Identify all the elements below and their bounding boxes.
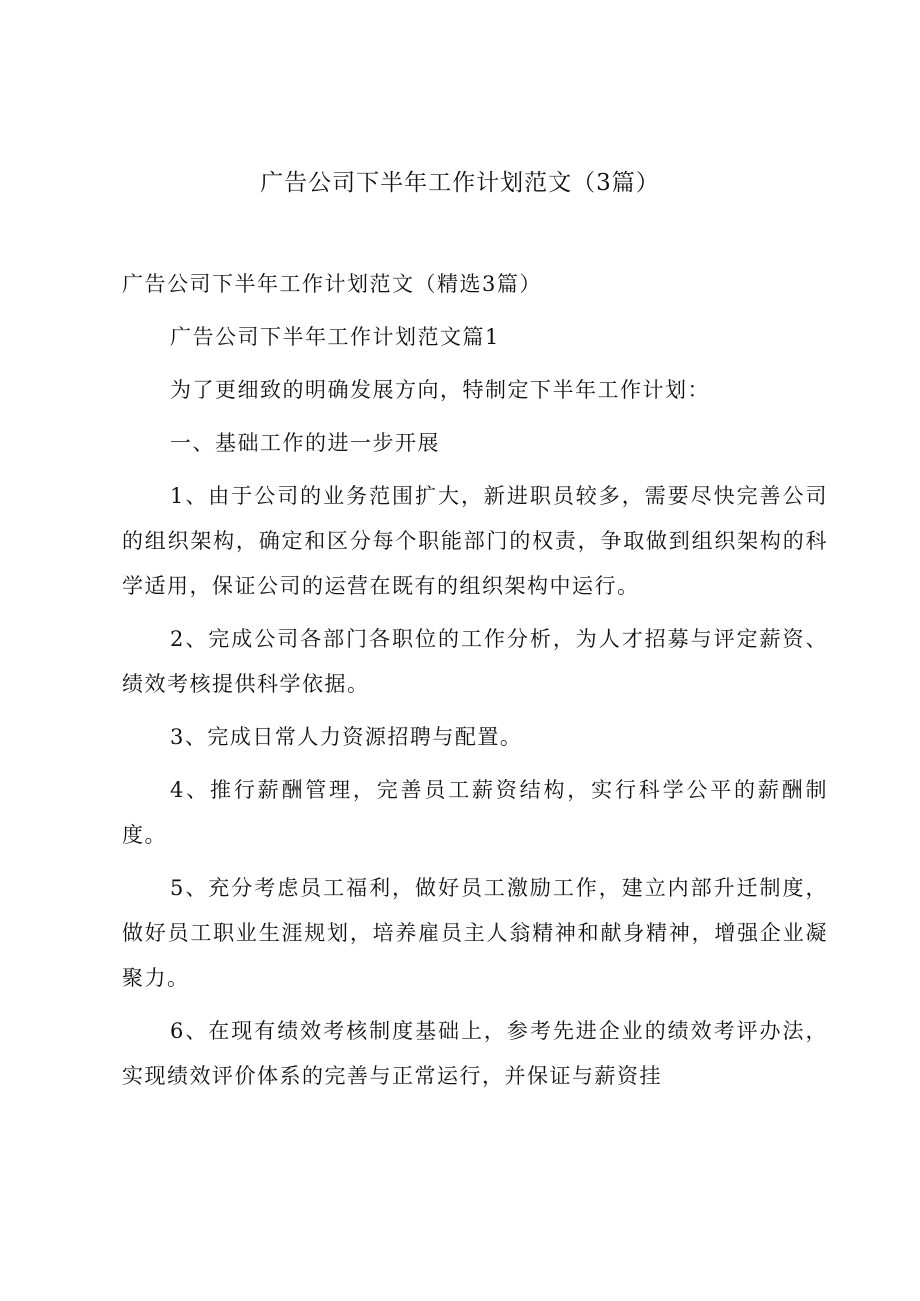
list-item: 3、完成日常人力资源招聘与配置。 — [170, 725, 523, 749]
list-item: 5、充分考虑员工福利，做好员工激励工作，建立内部升迁制度，做好员工职业生涯规划，培养雇员主人翁精神和献身精神，增强企业凝聚力。 — [122, 876, 828, 990]
document-title: 广告公司下半年工作计划范文（3篇） — [260, 170, 660, 196]
list-item: 1、由于公司的业务范围扩大，新进职员较多，需要尽快完善公司的组织架构，确定和区分每个职能部门的权责，争取做到组织架构的科学适用，保证公司的运营在既有的组织架构中运行。 — [122, 484, 828, 598]
subsection-heading: 一、基础工作的进一步开展 — [170, 431, 440, 455]
document-body — [122, 262, 828, 1107]
intro-paragraph: 为了更细致的明确发展方向，特制定下半年工作计划： — [170, 378, 710, 402]
document-subtitle: 广告公司下半年工作计划范文（精选3篇） — [122, 272, 542, 296]
list-item: 4、推行薪酬管理，完善员工薪资结构，实行科学公平的薪酬制度。 — [122, 778, 828, 847]
list-item: 2、完成公司各部门各职位的工作分析，为人才招募与评定薪资、绩效考核提供科学依据。 — [122, 627, 828, 696]
list-item: 6、在现有绩效考核制度基础上，参考先进企业的绩效考评办法，实现绩效评价体系的完善与正常运行，并保证与薪资挂 — [122, 1019, 828, 1088]
section-heading: 广告公司下半年工作计划范文篇1 — [170, 325, 500, 349]
